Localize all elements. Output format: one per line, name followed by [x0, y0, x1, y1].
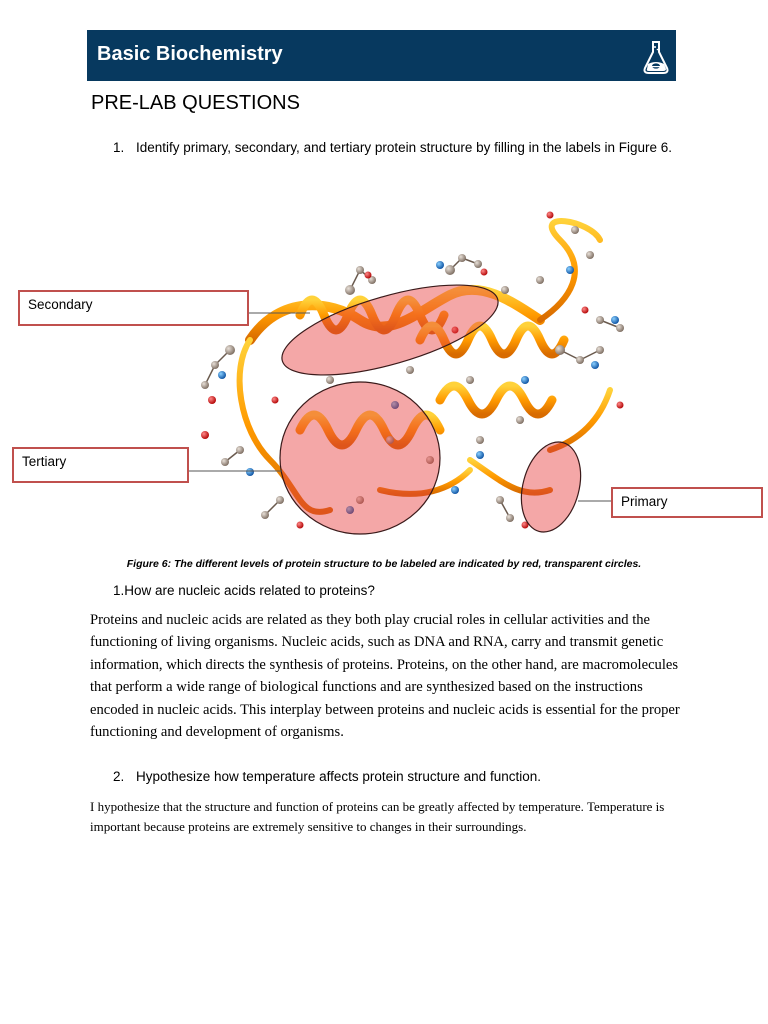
question-number: 2. — [113, 769, 125, 784]
section-title: PRE-LAB QUESTIONS — [91, 92, 300, 114]
flask-icon — [641, 36, 671, 76]
header-bar — [87, 30, 676, 81]
question-text: Identify primary, secondary, and tertiary protein structure by filling in the labels in Figure 6. — [136, 140, 672, 155]
label-tertiary-text: Tertiary — [22, 454, 67, 469]
question-1b: 1.How are nucleic acids related to proteins? — [113, 583, 375, 598]
label-secondary[interactable] — [18, 290, 249, 326]
label-tertiary[interactable] — [12, 447, 189, 483]
secondary-highlight — [273, 266, 507, 393]
question-1 — [113, 137, 678, 158]
protein-figure — [0, 200, 768, 550]
label-primary-text: Primary — [621, 494, 668, 509]
answer-1: Proteins and nucleic acids are related as they both play crucial roles in cellular activities and the functioning of living organisms. Nucleic acids, such as DNA and RNA, carry and transmit genetic information, which directs the synthesis of proteins. Proteins, on the other hand, are macromolecules that perform a wide range of biological functions and are synthesized based on the instructions encoded in nucleic acids. This interplay between proteins and nucleic acids is essential for the proper functioning and development of organisms. — [90, 612, 680, 741]
answer-2: I hypothesize that the structure and function of proteins can be greatly affected by temperature. Temperature is important because proteins are extremely sensitive to changes in their surroundings. — [90, 799, 665, 834]
tertiary-highlight — [280, 382, 440, 534]
question-number: 1. — [113, 140, 125, 155]
question-2 — [113, 769, 541, 784]
question-text: Hypothesize how temperature affects protein structure and function. — [136, 769, 541, 784]
header-title: Basic Biochemistry — [97, 43, 283, 65]
figure-caption: Figure 6: The different levels of protein structure to be labeled are indicated by red, transparent circles. — [126, 558, 642, 570]
label-primary[interactable] — [611, 487, 763, 518]
label-secondary-text: Secondary — [28, 297, 93, 312]
